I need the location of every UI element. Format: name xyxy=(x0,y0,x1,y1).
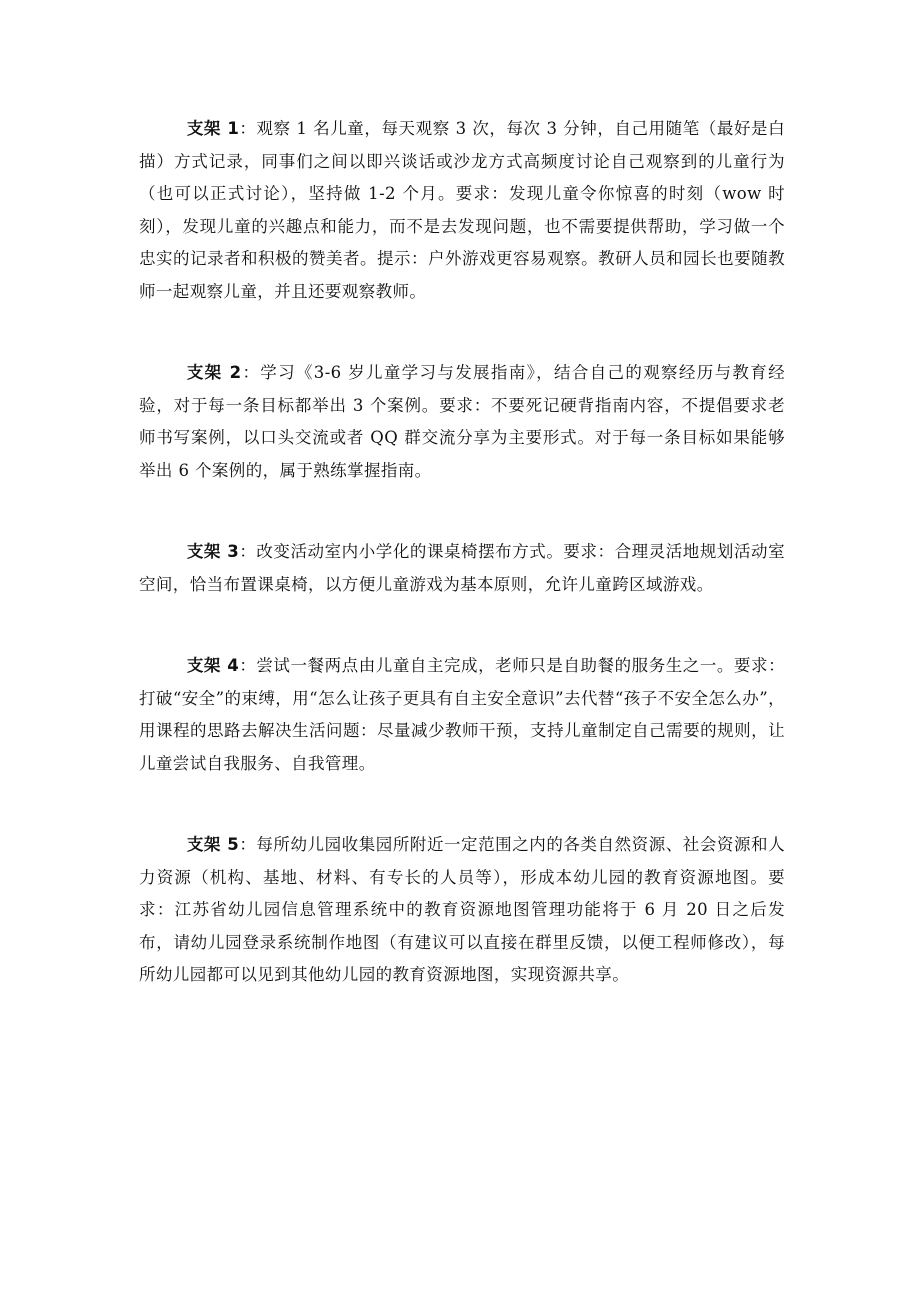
paragraph-scaffold-3 xyxy=(139,536,785,601)
paragraph-scaffold-2 xyxy=(139,357,785,487)
paragraph-label: 支架 2 xyxy=(186,363,242,382)
paragraph-label: 支架 4 xyxy=(186,656,240,675)
paragraph-scaffold-5 xyxy=(139,829,785,992)
paragraph-text: ：每所幼儿园收集园所附近一定范围之内的各类自然资源、社会资源和人力资源（机构、基地、材料、有专长的人员等），形成本幼儿园的教育资源地图。要求：江苏省幼儿园信息管理系统中的教育资源地图管理功能将于 6 月 20 日之后发布，请幼儿园登录系统制作地图（有建议可以直接在群里反馈，以便工程师修改），每所幼儿园都可以见到其他幼儿园的教育资源地图，实现资源共享。 xyxy=(139,835,785,984)
paragraph-label: 支架 3 xyxy=(186,542,240,561)
paragraph-scaffold-4 xyxy=(139,650,785,780)
document-body xyxy=(139,113,785,1041)
paragraph-text: ：观察 1 名儿童，每天观察 3 次，每次 3 分钟，自己用随笔（最好是白描）方式记录，同事们之间以即兴谈话或沙龙方式高频度讨论自己观察到的儿童行为（也可以正式讨论），坚持做 1-2 个月。要求：发现儿童令你惊喜的时刻（wow 时刻），发现儿童的兴趣点和能力，而不是去发现问题，也不需要提供帮助，学习做一个忠实的记录者和积极的赞美者。提示：户外游戏更容易观察。教研人员和园长也要随教师一起观察儿童，并且还要观察教师。 xyxy=(139,119,785,301)
paragraph-scaffold-1 xyxy=(139,113,785,308)
paragraph-text: ：学习《3-6 岁儿童学习与发展指南》，结合自己的观察经历与教育经验，对于每一条目标都举出 3 个案例。要求：不要死记硬背指南内容，不提倡要求老师书写案例，以口头交流或者 QQ 群交流分享为主要形式。对于每一条目标如果能够举出 6 个案例的，属于熟练掌握指南。 xyxy=(139,363,786,480)
paragraph-text: ：尝试一餐两点由儿童自主完成，老师只是自助餐的服务生之一。要求：打破“安全”的束缚，用“怎么让孩子更具有自主安全意识”去代替“孩子不安全怎么办”，用课程的思路去解决生活问题：尽量减少教师干预，支持儿童制定自己需要的规则，让儿童尝试自我服务、自我管理。 xyxy=(139,656,785,773)
paragraph-label: 支架 5 xyxy=(186,835,240,854)
paragraph-label: 支架 1 xyxy=(186,119,240,138)
paragraph-text: ：改变活动室内小学化的课桌椅摆布方式。要求：合理灵活地规划活动室空间，恰当布置课桌椅，以方便儿童游戏为基本原则，允许儿童跨区域游戏。 xyxy=(139,542,785,594)
